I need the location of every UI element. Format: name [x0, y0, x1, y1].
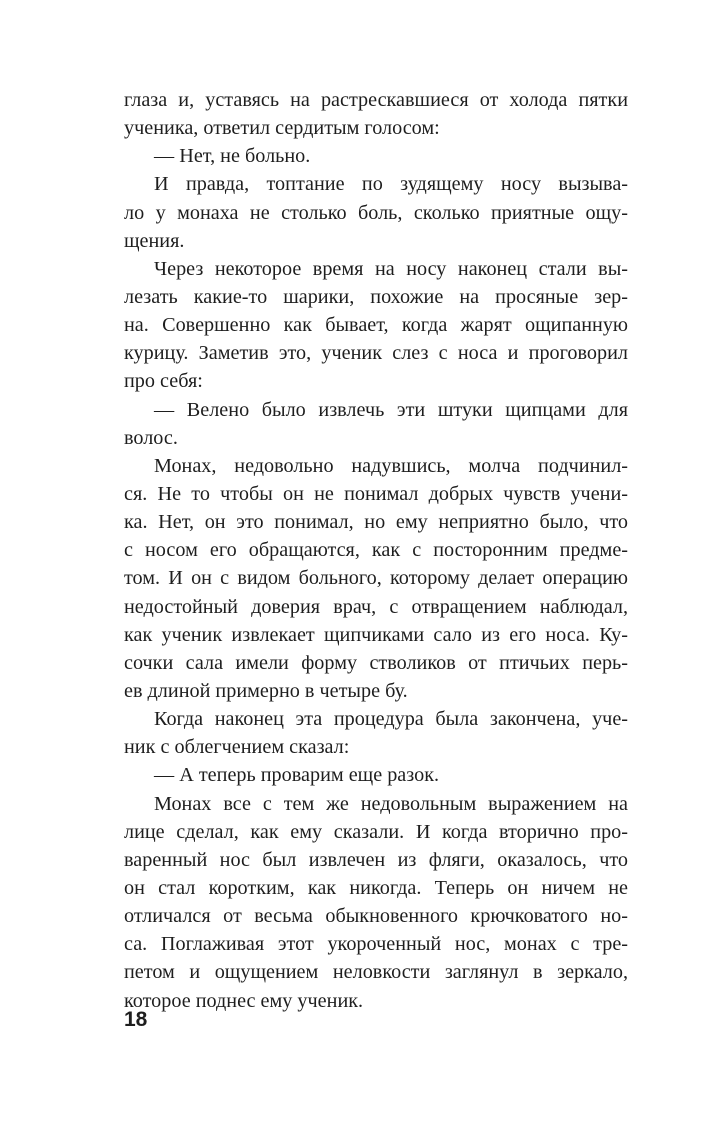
text-line: ученика, ответил сердитым голосом: [124, 117, 440, 140]
text-line: том. И он с видом больного, которому делает операцию [124, 567, 628, 590]
text-line: он стал коротким, как никогда. Теперь он ничем не [124, 876, 628, 899]
text-line: ся. Не то чтобы он не понимал добрых чувств учени- [124, 482, 628, 505]
text-line: — Нет, не больно. [154, 145, 311, 168]
text-line: варенный нос был извлечен из фляги, оказалось, что [124, 848, 628, 871]
page-number: 18 [124, 1008, 148, 1031]
text-line: как ученик извлекает щипчиками сало из его носа. Ку- [124, 623, 628, 646]
text-line: лице сделал, как ему сказали. И когда вторично про- [124, 820, 628, 843]
text-line: — Велено было извлечь эти штуки щипцами для [154, 398, 628, 421]
text-line: глаза и, уставясь на растрескавшиеся от холода пятки [124, 89, 628, 111]
text-line: с носом его обращаются, как с посторонним предме- [124, 539, 628, 562]
text-line: щения. [124, 229, 185, 252]
text-line: И правда, топтание по зудящему носу вызыва- [154, 173, 628, 196]
text-line: которое поднес ему ученик. [124, 989, 364, 1012]
text-line: Через некоторое время на носу наконец стали вы- [154, 257, 628, 280]
text-line: Когда наконец эта процедура была закончена, уче- [154, 708, 628, 731]
text-line: — А теперь проварим еще разок. [154, 764, 440, 787]
text-line: сочки сала имели форму стволиков от птичьих перь- [124, 651, 628, 674]
text-line: ев длиной примерно в четыре бу. [124, 679, 408, 702]
text-line: лезать какие-то шарики, похожие на просяные зер- [124, 285, 628, 308]
text-line: ник с облегчением сказал: [124, 736, 350, 759]
text-line: на. Совершенно как бывает, когда жарят ощипанную [124, 314, 628, 337]
text-line: Монах все с тем же недовольным выражением на [154, 792, 628, 815]
text-line: петом и ощущением неловкости заглянул в зеркало, [124, 961, 628, 984]
text-line: са. Поглаживая этот укороченный нос, монах с тре- [124, 933, 628, 956]
text-line: недостойный доверия врач, с отвращением наблюдал, [124, 595, 628, 618]
text-line: Монах, недовольно надувшись, молча подчинил- [154, 454, 628, 477]
text-line: курицу. Заметив это, ученик слез с носа и проговорил [124, 342, 628, 365]
text-line: ка. Нет, он это понимал, но ему неприятно было, что [124, 511, 628, 534]
text-line: волос. [124, 426, 178, 449]
text-line: отличался от весьма обыкновенного крючковатого но- [124, 905, 628, 928]
text-line: ло у монаха не столько боль, сколько приятные ощу- [124, 201, 628, 224]
text-line: про себя: [124, 370, 203, 393]
page-body-text [124, 86, 628, 1015]
